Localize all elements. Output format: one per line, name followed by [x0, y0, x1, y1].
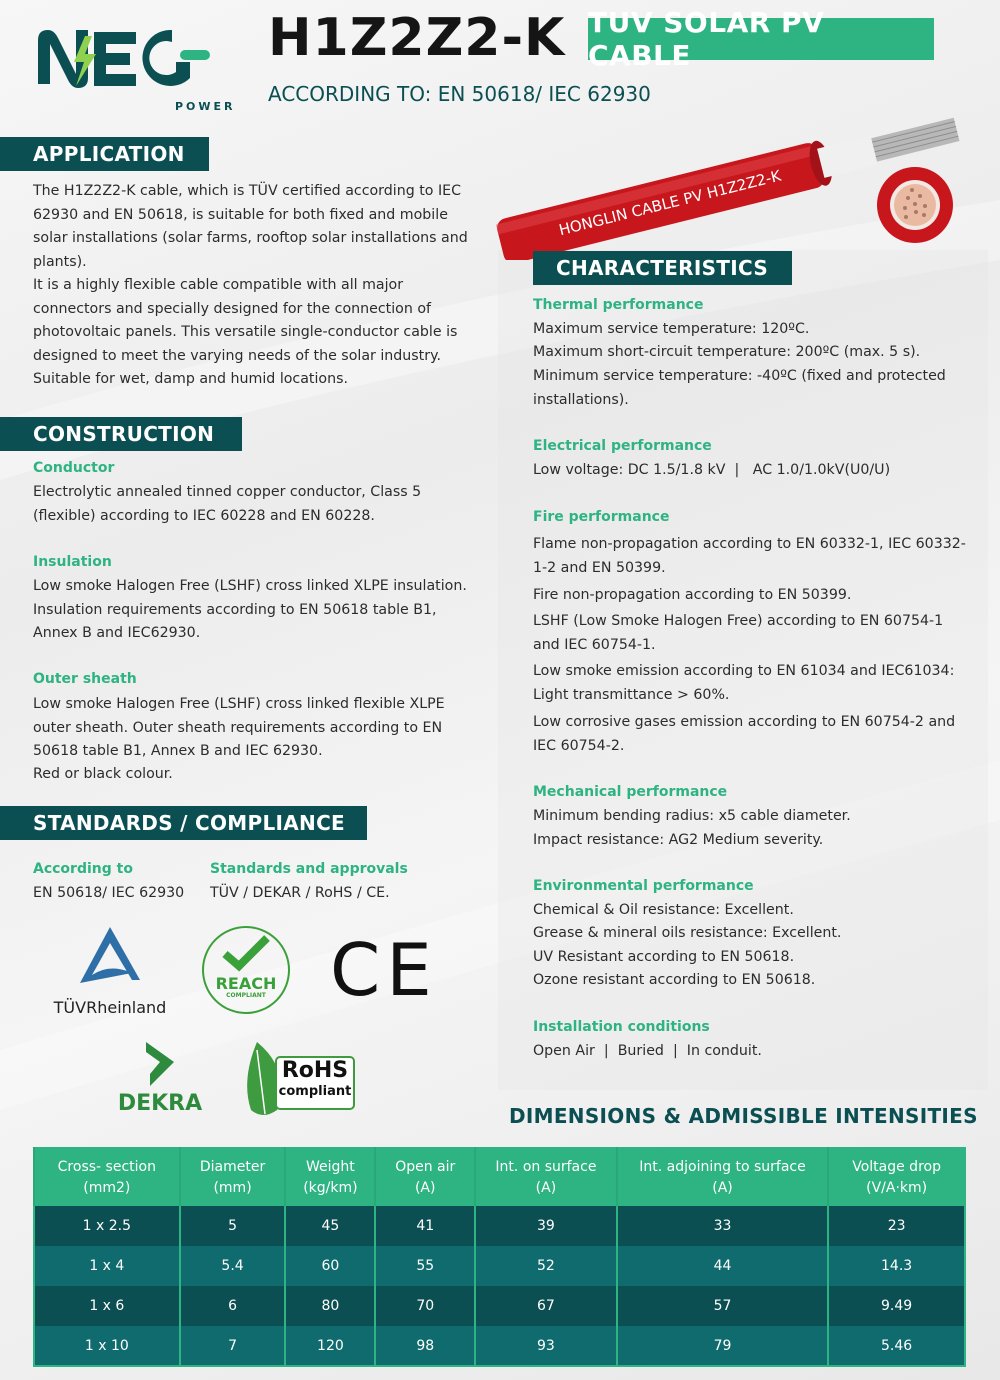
- rohs-logo-text: RoHS: [281, 1058, 349, 1083]
- table-cell: 1 x 4: [34, 1246, 180, 1286]
- fire-line-1: Flame non-propagation according to EN 60332-1, IEC 60332-1-2 and EN 50399.: [533, 536, 966, 576]
- table-cell: 33: [617, 1206, 828, 1246]
- table-cell: 44: [617, 1246, 828, 1286]
- application-paragraph-2: It is a highly flexible cable compatible with all major connectors and specially designed for the connection of photovoltaic panels. This versatile single-conductor cable is designed to meet the varying needs of the solar industry. Suitable for wet, damp and humid locations.: [33, 277, 458, 387]
- mechanical-title: Mechanical performance: [533, 784, 728, 800]
- table-cell: 67: [475, 1286, 617, 1326]
- cable-product-image: [480, 80, 1000, 260]
- approvals-label: Standards and approvals: [210, 861, 408, 877]
- dekra-logo: [110, 1040, 210, 1120]
- table-cell: 55: [375, 1246, 475, 1286]
- column-header: Open air (A): [375, 1148, 475, 1206]
- column-header: Diameter (mm): [180, 1148, 286, 1206]
- installation-title: Installation conditions: [533, 1019, 710, 1035]
- environmental-line-1: Chemical & Oil resistance: Excellent.: [533, 902, 794, 918]
- insulation-title: Insulation: [33, 554, 112, 570]
- reach-logo-subtext: COMPLIANT: [226, 992, 266, 999]
- reach-compliant-logo: [202, 926, 290, 1014]
- table-row: [34, 1246, 965, 1286]
- fire-line-4: Low smoke emission according to EN 61034 and IEC61034: Light transmittance > 60%.: [533, 663, 955, 703]
- standards-heading: STANDARDS / COMPLIANCE: [0, 806, 367, 840]
- table-row: [34, 1326, 965, 1366]
- table-cell: 70: [375, 1286, 475, 1326]
- table-cell: 41: [375, 1206, 475, 1246]
- table-cell: 52: [475, 1246, 617, 1286]
- table-cell: 7: [180, 1326, 286, 1366]
- conductor-text: Electrolytic annealed tinned copper conductor, Class 5 (flexible) according to IEC 60228 and EN 60228.: [33, 484, 422, 524]
- table-cell: 120: [285, 1326, 375, 1366]
- conductor-title: Conductor: [33, 460, 115, 476]
- installation-line-1: Open Air | Buried | In conduit.: [533, 1043, 762, 1059]
- outer-sheath-title: Outer sheath: [33, 671, 137, 687]
- table-row: [34, 1286, 965, 1326]
- table-cell: 45: [285, 1206, 375, 1246]
- fire-title: Fire performance: [533, 509, 670, 525]
- table-cell: 9.49: [828, 1286, 965, 1326]
- table-cell: 98: [375, 1326, 475, 1366]
- electrical-title: Electrical performance: [533, 438, 712, 454]
- outer-sheath-colour: Red or black colour.: [33, 766, 173, 782]
- column-header: Int. adjoining to surface (A): [617, 1148, 828, 1206]
- according-to-value: EN 50618/ IEC 62930: [33, 885, 185, 901]
- product-title: H1Z2Z2-K: [268, 8, 566, 68]
- table-cell: 1 x 6: [34, 1286, 180, 1326]
- electrical-line-1: Low voltage: DC 1.5/1.8 kV | AC 1.0/1.0kV(U0/U): [533, 462, 891, 478]
- dekra-mark-icon: [140, 1040, 180, 1088]
- table-cell: 93: [475, 1326, 617, 1366]
- fire-line-3: LSHF (Low Smoke Halogen Free) according to EN 60754-1 and IEC 60754-1.: [533, 613, 944, 653]
- thermal-title: Thermal performance: [533, 297, 704, 313]
- fire-line-5: Low corrosive gases emission according to EN 60754-2 and IEC 60754-2.: [533, 714, 956, 754]
- environmental-title: Environmental performance: [533, 878, 754, 894]
- table-cell: 14.3: [828, 1246, 965, 1286]
- table-cell: 80: [285, 1286, 375, 1326]
- approvals-value: TÜV / DEKAR / RoHS / CE.: [210, 885, 390, 901]
- outer-sheath-text: Low smoke Halogen Free (LSHF) cross linked flexible XLPE outer sheath. Outer sheath requirements according to EN 50618 table B1, Annex B and IEC 62930.: [33, 696, 445, 759]
- mechanical-line-2: Impact resistance: AG2 Medium severity.: [533, 832, 824, 848]
- application-heading: APPLICATION: [0, 137, 209, 171]
- thermal-line-3: Minimum service temperature: -40ºC (fixed and protected installations).: [533, 368, 946, 408]
- tuv-triangle-icon: [50, 925, 170, 990]
- tuv-rheinland-logo: [50, 925, 170, 1020]
- characteristics-heading: CHARACTERISTICS: [533, 251, 792, 285]
- product-type-badge: TUV SOLAR PV CABLE: [588, 18, 934, 60]
- ce-mark-logo: CE: [330, 928, 438, 1012]
- table-cell: 6: [180, 1286, 286, 1326]
- column-header: Voltage drop (V/A·km): [828, 1148, 965, 1206]
- table-row: [34, 1206, 965, 1246]
- environmental-line-3: UV Resistant according to EN 50618.: [533, 949, 795, 965]
- table-cell: 1 x 10: [34, 1326, 180, 1366]
- neg-power-logo: [30, 22, 236, 117]
- rohs-logo-subtext: compliant: [278, 1084, 352, 1099]
- fire-line-2: Fire non-propagation according to EN 50399.: [533, 587, 852, 603]
- according-to-label: According to: [33, 861, 133, 877]
- logo-subtext: POWER: [175, 100, 236, 113]
- cable-cross-section-icon: [877, 167, 953, 243]
- dimensions-heading: DIMENSIONS & ADMISSIBLE INTENSITIES: [509, 1104, 978, 1128]
- table-cell: 5: [180, 1206, 286, 1246]
- table-cell: 23: [828, 1206, 965, 1246]
- dekra-logo-text: DEKRA: [117, 1091, 203, 1116]
- cable-print-text: HONGLIN CABLE PV H1Z2Z2-K: [557, 166, 783, 240]
- thermal-line-2: Maximum short-circuit temperature: 200ºC (max. 5 s).: [533, 344, 921, 360]
- tuv-logo-text: TÜVRheinland: [53, 998, 167, 1017]
- thermal-line-1: Maximum service temperature: 120ºC.: [533, 321, 810, 337]
- table-cell: 57: [617, 1286, 828, 1326]
- table-cell: 1 x 2.5: [34, 1206, 180, 1246]
- column-header: Cross- section (mm2): [34, 1148, 180, 1206]
- environmental-line-4: Ozone resistant according to EN 50618.: [533, 972, 816, 988]
- application-paragraph-1: The H1Z2Z2-K cable, which is TÜV certified according to IEC 62930 and EN 50618, is suitable for both fixed and mobile solar installations (solar farms, rooftop solar installations and plants).: [33, 183, 468, 270]
- checkmark-icon: [221, 934, 271, 972]
- reach-logo-text: REACH: [215, 974, 277, 993]
- column-header: Int. on surface (A): [475, 1148, 617, 1206]
- rohs-compliant-logo: [243, 1040, 358, 1120]
- table-cell: 79: [617, 1326, 828, 1366]
- column-header: Weight (kg/km): [285, 1148, 375, 1206]
- construction-heading: CONSTRUCTION: [0, 417, 242, 451]
- environmental-line-2: Grease & mineral oils resistance: Excellent.: [533, 925, 842, 941]
- table-cell: 60: [285, 1246, 375, 1286]
- table-cell: 5.4: [180, 1246, 286, 1286]
- insulation-text: Low smoke Halogen Free (LSHF) cross linked XLPE insulation. Insulation requirements according to EN 50618 table B1, Annex B and IEC62930.: [33, 578, 467, 641]
- logo-mark-icon: [30, 22, 220, 97]
- standards-subtitle: ACCORDING TO: EN 50618/ IEC 62930: [268, 82, 651, 106]
- table-header-row: [34, 1148, 965, 1206]
- table-cell: 39: [475, 1206, 617, 1246]
- table-cell: 5.46: [828, 1326, 965, 1366]
- dimensions-table: [33, 1147, 966, 1367]
- mechanical-line-1: Minimum bending radius: x5 cable diameter.: [533, 808, 851, 824]
